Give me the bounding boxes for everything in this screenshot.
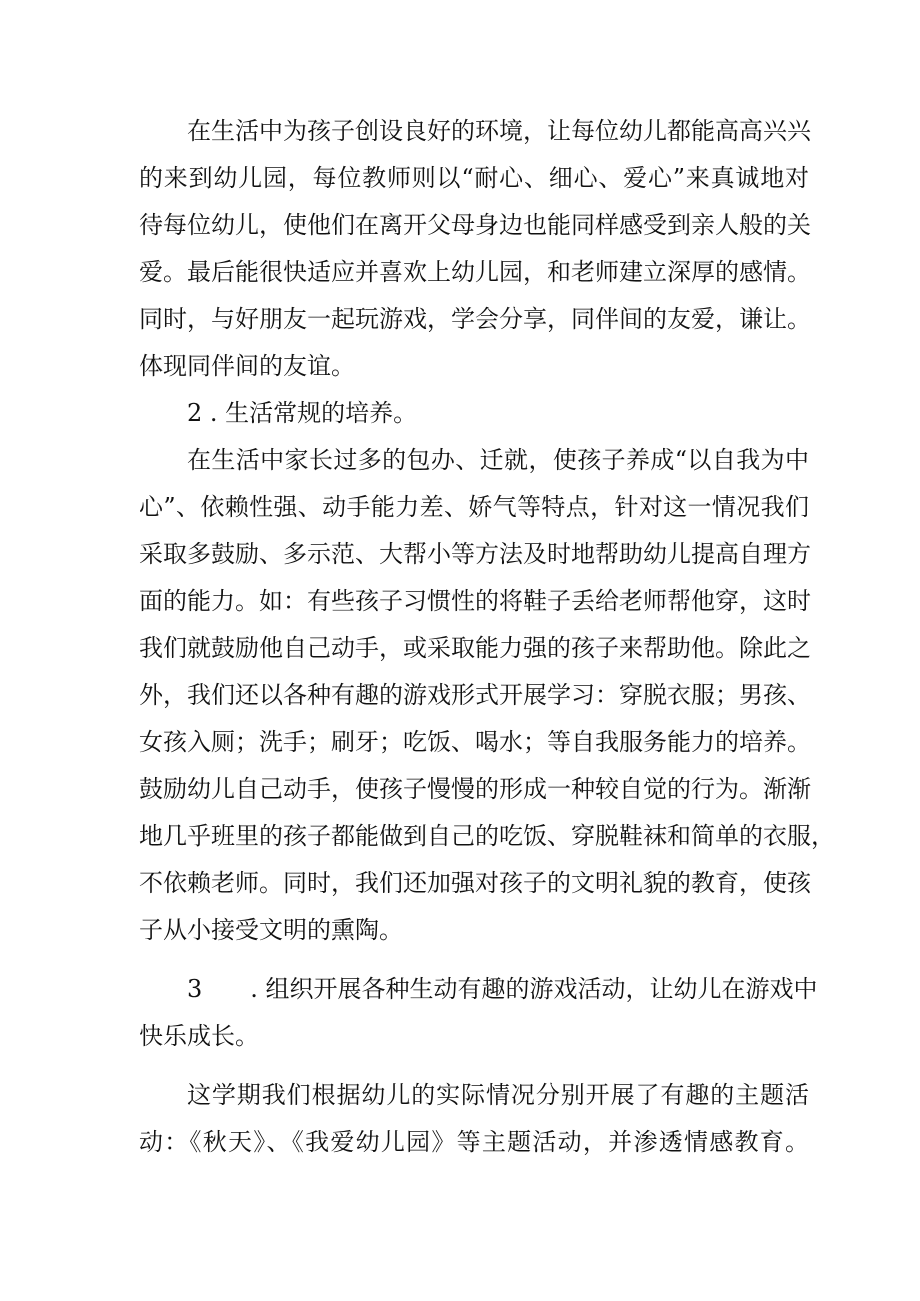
text-line: 爱。最后能很快适应并喜欢上幼儿园，和老师建立深厚的感情。 <box>139 258 811 286</box>
paragraph-environment <box>139 108 809 390</box>
paragraph-theme-activities <box>139 1072 809 1166</box>
text-line: 鼓励幼儿自己动手，使孩子慢慢的形成一种较自觉的行为。渐渐 <box>139 775 811 803</box>
section-heading-3 <box>139 966 818 1060</box>
text-line: 快乐成长。 <box>139 1022 259 1050</box>
text-line: 面的能力。如：有些孩子习惯性的将鞋子丢给老师帮他穿，这时 <box>139 587 811 615</box>
text-line: 这学期我们根据幼儿的实际情况分别开展了有趣的主题活 <box>187 1081 809 1109</box>
text-line: 心”、依赖性强、动手能力差、娇气等特点，针对这一情况我们 <box>139 493 809 521</box>
text-line: 的来到幼儿园，每位教师则以“耐心、细心、爱心”来真诚地对 <box>139 164 809 192</box>
text-line: 同时，与好朋友一起玩游戏，学会分享，同伴间的友爱，谦让。 <box>139 305 811 333</box>
text-line: 女孩入厕；洗手；刷牙；吃饭、喝水；等自我服务能力的培养。 <box>139 728 811 756</box>
text-line: 不依赖老师。同时，我们还加强对孩子的文明礼貌的教育，使孩 <box>139 869 811 897</box>
paragraph-routine-training <box>139 437 835 954</box>
text-line: 体现同伴间的友谊。 <box>139 352 355 380</box>
text-line: 待每位幼儿，使他们在离开父母身边也能同样感受到亲人般的关 <box>139 211 811 239</box>
text-line: 2 . 生活常规的培养。 <box>187 399 418 427</box>
text-line: 在生活中家长过多的包办、迁就，使孩子养成“以自我为中 <box>187 446 809 474</box>
text-line: 外，我们还以各种有趣的游戏形式开展学习：穿脱衣服；男孩、 <box>139 681 811 709</box>
text-line: 采取多鼓励、多示范、大帮小等方法及时地帮助幼儿提高自理方 <box>139 540 811 568</box>
section-heading-2 <box>139 390 809 437</box>
text-line: 在生活中为孩子创设良好的环境，让每位幼儿都能高高兴兴 <box>187 117 811 145</box>
text-line: 地几乎班里的孩子都能做到自己的吃饭、穿脱鞋袜和简单的衣服， <box>139 822 835 850</box>
text-line: 我们就鼓励他自己动手，或采取能力强的孩子来帮助他。除此之 <box>139 634 811 662</box>
text-line: 子从小接受文明的熏陶。 <box>139 916 403 944</box>
document-body <box>139 108 835 1166</box>
text-line: 动：《秋天》、《我爱幼儿园》等主题活动，并渗透情感教育。 <box>139 1128 809 1156</box>
text-line: 3 . 组织开展各种生动有趣的游戏活动，让幼儿在游戏中 <box>187 975 818 1003</box>
